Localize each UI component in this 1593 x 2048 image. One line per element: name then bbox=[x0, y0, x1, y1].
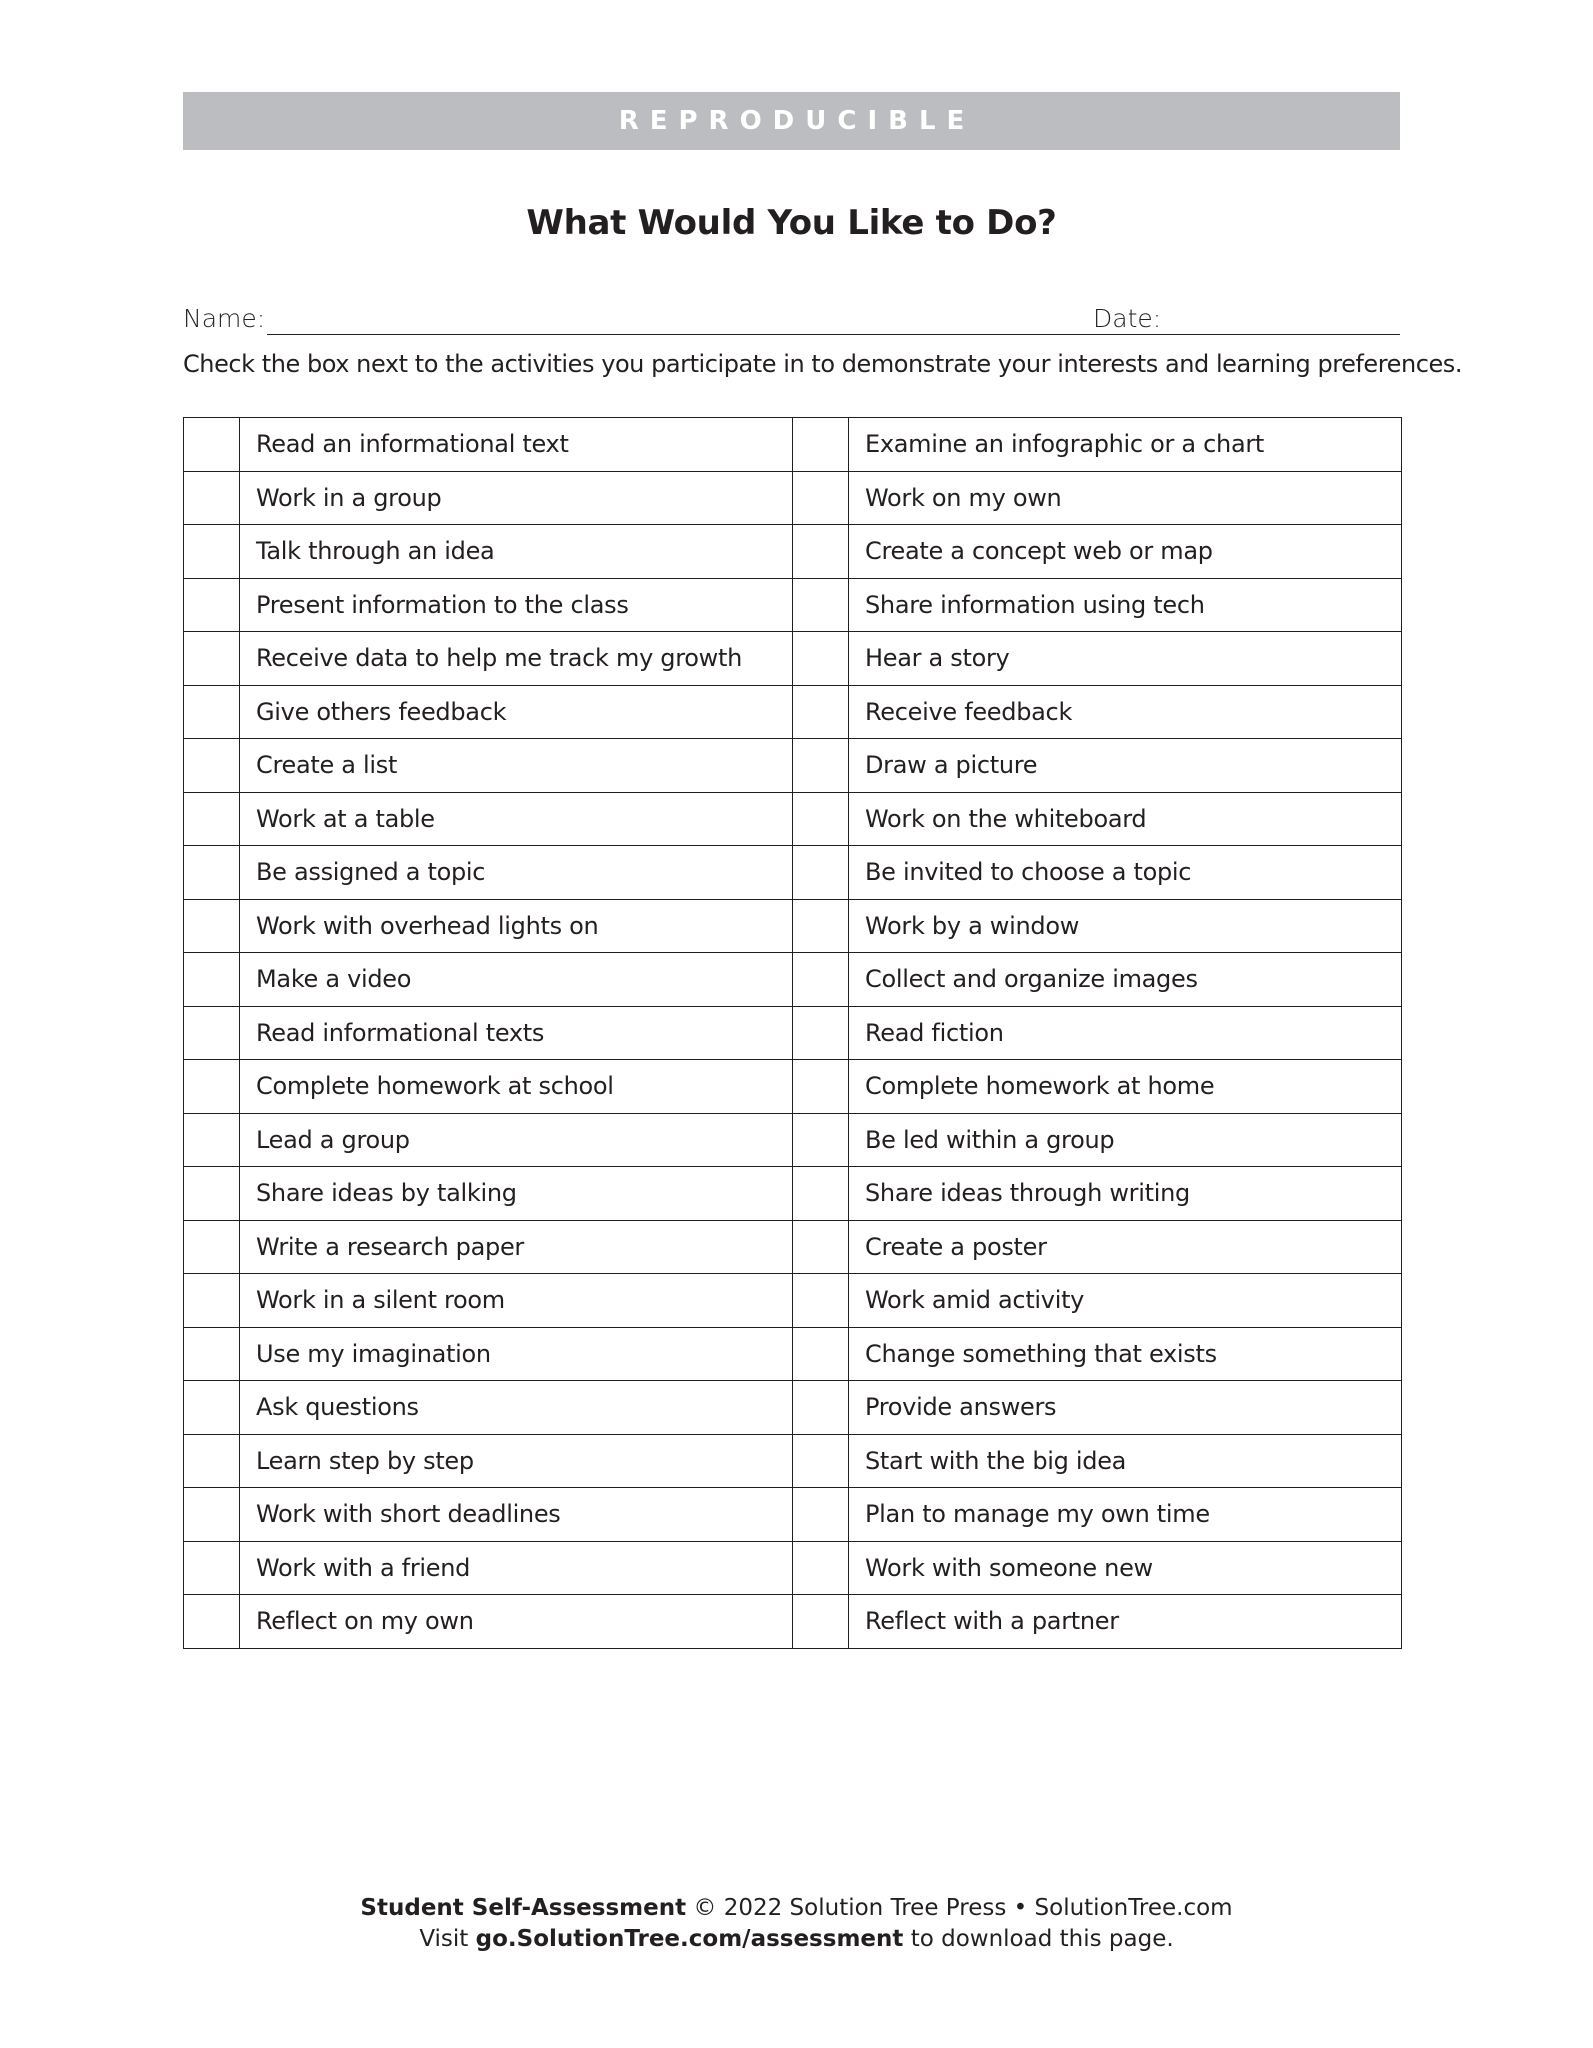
checkbox-right[interactable] bbox=[793, 471, 849, 525]
activity-checklist bbox=[183, 417, 1402, 1649]
activity-label-right: Be led within a group bbox=[849, 1113, 1402, 1167]
activity-label-right: Hear a story bbox=[849, 632, 1402, 686]
activity-label-left: Work in a silent room bbox=[240, 1274, 793, 1328]
activity-label-left: Talk through an idea bbox=[240, 525, 793, 579]
activity-label-left: Reflect on my own bbox=[240, 1595, 793, 1649]
checklist-row bbox=[184, 525, 1402, 579]
checklist-row bbox=[184, 632, 1402, 686]
copyright-text: © 2022 Solution Tree Press • SolutionTree.com bbox=[686, 1895, 1233, 1921]
checkbox-left[interactable] bbox=[184, 1006, 240, 1060]
checkbox-right[interactable] bbox=[793, 1006, 849, 1060]
checklist-row bbox=[184, 1541, 1402, 1595]
checkbox-left[interactable] bbox=[184, 1220, 240, 1274]
activity-label-left: Complete homework at school bbox=[240, 1060, 793, 1114]
activity-label-left: Write a research paper bbox=[240, 1220, 793, 1274]
activity-label-left: Give others feedback bbox=[240, 685, 793, 739]
checkbox-right[interactable] bbox=[793, 418, 849, 472]
activity-label-left: Use my imagination bbox=[240, 1327, 793, 1381]
checklist-row bbox=[184, 1060, 1402, 1114]
checkbox-left[interactable] bbox=[184, 1060, 240, 1114]
checkbox-right[interactable] bbox=[793, 1381, 849, 1435]
checkbox-left[interactable] bbox=[184, 1488, 240, 1542]
checklist-row bbox=[184, 418, 1402, 472]
reproducible-banner bbox=[183, 92, 1400, 150]
activity-label-right: Work by a window bbox=[849, 899, 1402, 953]
activity-label-left: Receive data to help me track my growth bbox=[240, 632, 793, 686]
checkbox-right[interactable] bbox=[793, 1220, 849, 1274]
activity-label-right: Create a poster bbox=[849, 1220, 1402, 1274]
checkbox-left[interactable] bbox=[184, 792, 240, 846]
checkbox-right[interactable] bbox=[793, 1327, 849, 1381]
checkbox-right[interactable] bbox=[793, 899, 849, 953]
instructions: Check the box next to the activities you participate in to demonstrate your interests and learning preferences. bbox=[183, 350, 1463, 378]
date-field[interactable] bbox=[1163, 334, 1400, 335]
activity-label-right: Change something that exists bbox=[849, 1327, 1402, 1381]
activity-label-right: Share information using tech bbox=[849, 578, 1402, 632]
download-url: go.SolutionTree.com/assessment bbox=[475, 1926, 904, 1952]
checklist-row bbox=[184, 1488, 1402, 1542]
activity-label-right: Read fiction bbox=[849, 1006, 1402, 1060]
visit-suffix: to download this page. bbox=[903, 1926, 1174, 1952]
checklist-row bbox=[184, 1381, 1402, 1435]
checklist-row bbox=[184, 1274, 1402, 1328]
checkbox-left[interactable] bbox=[184, 418, 240, 472]
checkbox-left[interactable] bbox=[184, 846, 240, 900]
activity-label-right: Complete homework at home bbox=[849, 1060, 1402, 1114]
activity-label-right: Create a concept web or map bbox=[849, 525, 1402, 579]
activity-label-right: Provide answers bbox=[849, 1381, 1402, 1435]
checklist-row bbox=[184, 1006, 1402, 1060]
checklist-row bbox=[184, 1434, 1402, 1488]
date-label: Date: bbox=[1093, 304, 1162, 333]
activity-label-left: Share ideas by talking bbox=[240, 1167, 793, 1221]
checkbox-left[interactable] bbox=[184, 1274, 240, 1328]
activity-label-left: Be assigned a topic bbox=[240, 846, 793, 900]
checklist-row bbox=[184, 1327, 1402, 1381]
activity-label-left: Lead a group bbox=[240, 1113, 793, 1167]
activity-label-left: Learn step by step bbox=[240, 1434, 793, 1488]
book-title: Student Self-Assessment bbox=[360, 1895, 687, 1921]
checkbox-left[interactable] bbox=[184, 953, 240, 1007]
checklist-row bbox=[184, 1113, 1402, 1167]
activity-label-right: Start with the big idea bbox=[849, 1434, 1402, 1488]
checklist-row bbox=[184, 1167, 1402, 1221]
checklist-row bbox=[184, 739, 1402, 793]
activity-label-left: Make a video bbox=[240, 953, 793, 1007]
checklist-row bbox=[184, 685, 1402, 739]
header-fields bbox=[183, 304, 1400, 340]
activity-label-left: Work in a group bbox=[240, 471, 793, 525]
activity-label-right: Draw a picture bbox=[849, 739, 1402, 793]
activity-label-right: Share ideas through writing bbox=[849, 1167, 1402, 1221]
checkbox-left[interactable] bbox=[184, 1541, 240, 1595]
activity-label-right: Reflect with a partner bbox=[849, 1595, 1402, 1649]
checkbox-right[interactable] bbox=[793, 578, 849, 632]
checklist-row bbox=[184, 846, 1402, 900]
activity-label-left: Work with overhead lights on bbox=[240, 899, 793, 953]
checkbox-left[interactable] bbox=[184, 1113, 240, 1167]
checkbox-right[interactable] bbox=[793, 1434, 849, 1488]
checkbox-left[interactable] bbox=[184, 1434, 240, 1488]
checkbox-left[interactable] bbox=[184, 899, 240, 953]
activity-label-right: Collect and organize images bbox=[849, 953, 1402, 1007]
checklist-row bbox=[184, 953, 1402, 1007]
activity-label-right: Be invited to choose a topic bbox=[849, 846, 1402, 900]
page-title: What Would You Like to Do? bbox=[526, 203, 1057, 243]
checklist-row bbox=[184, 1220, 1402, 1274]
checkbox-right[interactable] bbox=[793, 1060, 849, 1114]
activity-label-left: Work with short deadlines bbox=[240, 1488, 793, 1542]
activity-label-left: Work with a friend bbox=[240, 1541, 793, 1595]
name-label: Name: bbox=[183, 304, 266, 333]
checklist-row bbox=[184, 899, 1402, 953]
checkbox-left[interactable] bbox=[184, 525, 240, 579]
activity-label-left: Present information to the class bbox=[240, 578, 793, 632]
activity-label-left: Create a list bbox=[240, 739, 793, 793]
checkbox-right[interactable] bbox=[793, 1488, 849, 1542]
checkbox-left[interactable] bbox=[184, 578, 240, 632]
visit-prefix: Visit bbox=[419, 1926, 476, 1952]
checklist-row bbox=[184, 792, 1402, 846]
checkbox-right[interactable] bbox=[793, 792, 849, 846]
footer-copyright-line bbox=[0, 1893, 1593, 1924]
checkbox-left[interactable] bbox=[184, 1381, 240, 1435]
checkbox-right[interactable] bbox=[793, 1274, 849, 1328]
checkbox-left[interactable] bbox=[184, 632, 240, 686]
activity-label-left: Read informational texts bbox=[240, 1006, 793, 1060]
checklist-row bbox=[184, 578, 1402, 632]
checkbox-right[interactable] bbox=[793, 953, 849, 1007]
checkbox-right[interactable] bbox=[793, 739, 849, 793]
checkbox-left[interactable] bbox=[184, 685, 240, 739]
checkbox-right[interactable] bbox=[793, 525, 849, 579]
activity-label-right: Plan to manage my own time bbox=[849, 1488, 1402, 1542]
activity-label-left: Read an informational text bbox=[240, 418, 793, 472]
checklist-row bbox=[184, 1595, 1402, 1649]
activity-label-right: Work on the whiteboard bbox=[849, 792, 1402, 846]
checkbox-left[interactable] bbox=[184, 1327, 240, 1381]
name-field[interactable] bbox=[267, 334, 1240, 335]
page-footer bbox=[0, 1893, 1593, 1955]
activity-label-right: Work with someone new bbox=[849, 1541, 1402, 1595]
checkbox-right[interactable] bbox=[793, 1113, 849, 1167]
checkbox-left[interactable] bbox=[184, 1595, 240, 1649]
activity-label-right: Receive feedback bbox=[849, 685, 1402, 739]
checklist-row bbox=[184, 471, 1402, 525]
activity-label-right: Work amid activity bbox=[849, 1274, 1402, 1328]
activity-label-left: Work at a table bbox=[240, 792, 793, 846]
checkbox-left[interactable] bbox=[184, 1167, 240, 1221]
checkbox-right[interactable] bbox=[793, 1541, 849, 1595]
checkbox-right[interactable] bbox=[793, 685, 849, 739]
banner-label: REPRODUCIBLE bbox=[618, 106, 976, 136]
footer-download-line bbox=[0, 1924, 1593, 1955]
activity-label-left: Ask questions bbox=[240, 1381, 793, 1435]
checkbox-right[interactable] bbox=[793, 846, 849, 900]
checkbox-left[interactable] bbox=[184, 739, 240, 793]
checkbox-right[interactable] bbox=[793, 1167, 849, 1221]
checkbox-left[interactable] bbox=[184, 471, 240, 525]
checkbox-right[interactable] bbox=[793, 1595, 849, 1649]
activity-label-right: Examine an infographic or a chart bbox=[849, 418, 1402, 472]
checkbox-right[interactable] bbox=[793, 632, 849, 686]
activity-label-right: Work on my own bbox=[849, 471, 1402, 525]
